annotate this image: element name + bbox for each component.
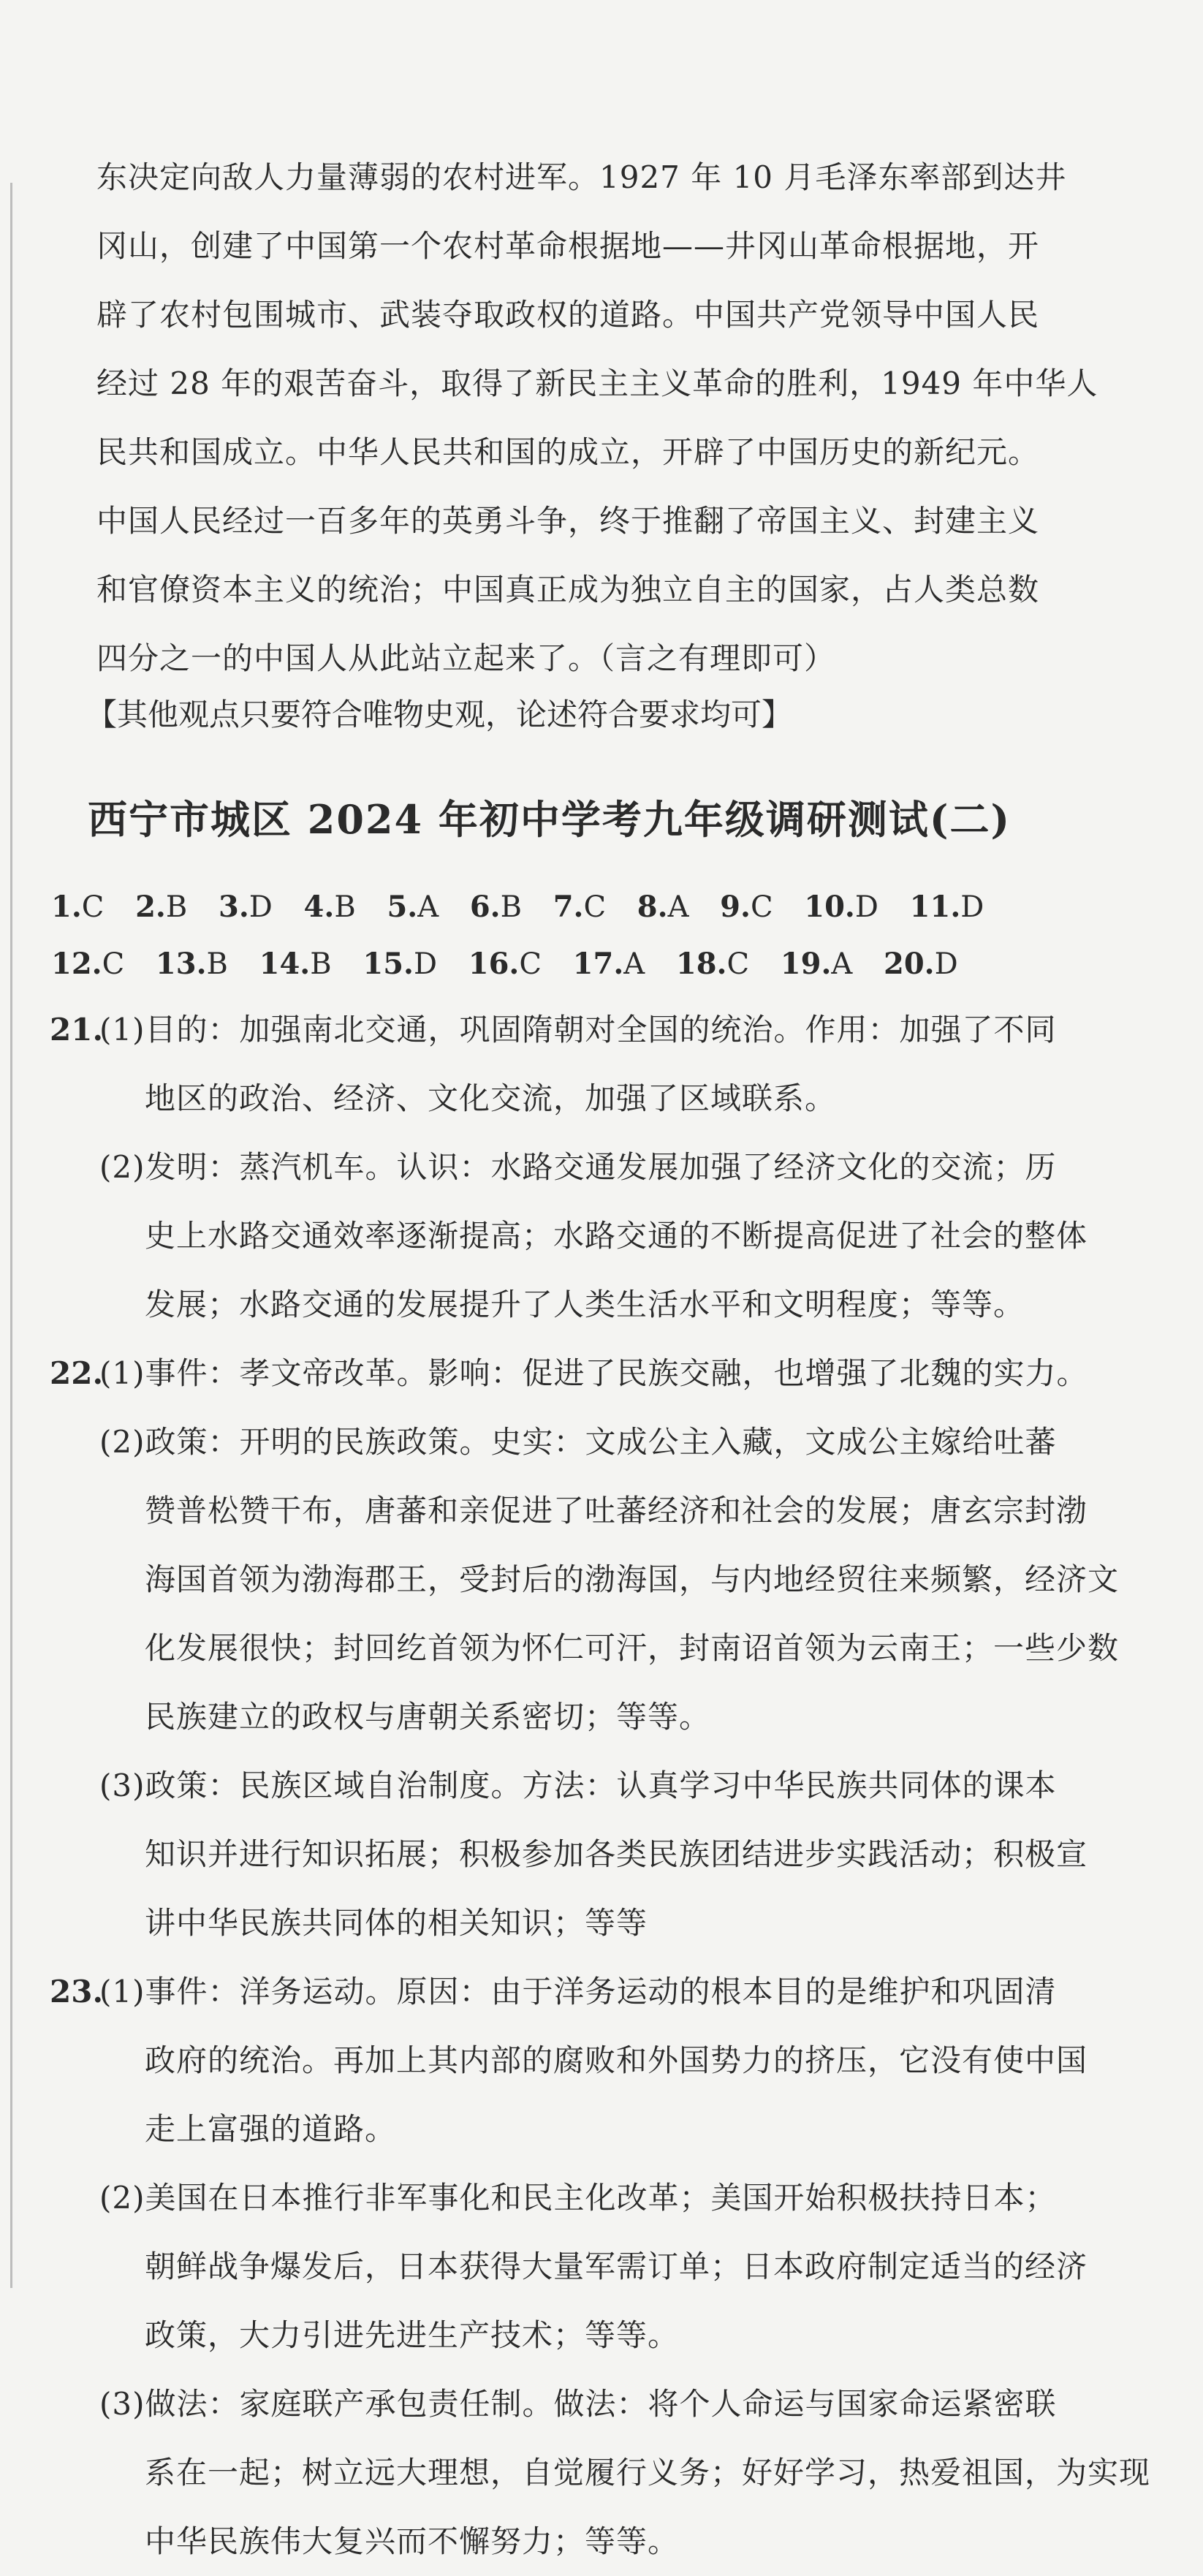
margin-rule: [10, 183, 12, 2288]
text-line: 中国人民经过一百多年的英勇斗争，终于推翻了帝国主义、封建主义: [96, 503, 1040, 539]
mc-answer: 19.A: [780, 947, 853, 981]
intro-paragraph: [96, 143, 1159, 693]
mc-answer: 12.C: [51, 947, 125, 981]
mc-answer: 13.B: [155, 947, 228, 981]
text-line: 讲中华民族共同体的相关知识；等等: [145, 1905, 648, 1941]
question-23: [48, 1958, 1159, 2576]
text-line: (3)政策：民族区域自治制度。方法：认真学习中华民族共同体的课本: [99, 1768, 1057, 1803]
text-line: 地区的政治、经济、文化交流，加强了区域联系。: [145, 1080, 837, 1116]
answer-part: [99, 2164, 1159, 2370]
mc-answer: 11.D: [909, 890, 984, 924]
text-line: (2)美国在日本推行非军事化和民主化改革；美国开始积极扶持日本；: [99, 2180, 1057, 2216]
text-line: 辟了农村包围城市、武装夺取政权的道路。中国共产党领导中国人民: [96, 297, 1040, 333]
text-line: 赞普松赞干布，唐蕃和亲促进了吐蕃经济和社会的发展；唐玄宗封渤: [145, 1493, 1088, 1528]
text-line: 系在一起；树立远大理想，自觉履行义务；好好学习，热爱祖国，为实现: [145, 2455, 1151, 2490]
text-line: 和官僚资本主义的统治；中国真正成为独立自主的国家，占人类总数: [96, 572, 1040, 607]
question-22: [48, 1339, 1159, 1958]
mc-answer: 8.A: [637, 890, 689, 924]
question-21: [48, 996, 1159, 1339]
answer-part: [99, 1408, 1159, 1751]
text-line: 政策，大力引进先进生产技术；等等。: [145, 2317, 680, 2353]
text-line: 史上水路交通效率逐渐提高；水路交通的不断提高促进了社会的整体: [145, 1218, 1088, 1254]
text-line: (3)做法：家庭联产承包责任制。做法：将个人命运与国家命运紧密联: [99, 2386, 1057, 2422]
text-line: 朝鲜战争爆发后，日本获得大量军需订单；日本政府制定适当的经济: [145, 2249, 1088, 2284]
text-line: 海国首领为渤海郡王，受封后的渤海国，与内地经贸往来频繁，经济文: [145, 1561, 1120, 1597]
question-number: 21.: [50, 1012, 104, 1048]
text-line: 冈山，创建了中国第一个农村革命根据地——井冈山革命根据地，开: [96, 228, 1040, 264]
question-number: 23.: [50, 1974, 104, 2009]
answer-part: [99, 1339, 1159, 1408]
mc-answer: 10.D: [804, 890, 878, 924]
section-title: 西宁市城区 2024 年初中学考九年级调研测试(二): [88, 796, 1011, 843]
mc-answer: 16.C: [468, 947, 542, 981]
text-line: 走上富强的道路。: [145, 2111, 397, 2147]
mc-answer: 15.D: [363, 947, 438, 981]
text-line: 政府的统治。再加上其内部的腐败和外国势力的挤压，它没有使中国: [145, 2042, 1088, 2078]
page-content: [48, 143, 1159, 2576]
question-body: [99, 1958, 1159, 2576]
text-line: 东决定向敌人力量薄弱的农村进军。1927 年 10 月毛泽东率部到达井: [96, 159, 1067, 195]
grading-note: 【其他观点只要符合唯物史观，论述符合要求均可】: [86, 697, 793, 732]
answer-part: [99, 996, 1159, 1133]
text-line: 民共和国成立。中华人民共和国的成立，开辟了中国历史的新纪元。: [96, 434, 1040, 470]
mc-answer: 6.B: [469, 890, 522, 924]
mc-answer: 5.A: [387, 890, 439, 924]
mc-answer: 18.C: [675, 947, 750, 981]
question-body: [99, 996, 1159, 1339]
text-line: 经过 28 年的艰苦奋斗，取得了新民主主义革命的胜利，1949 年中华人: [96, 365, 1098, 401]
mc-answer: 7.C: [553, 890, 607, 924]
text-line: (2)发明：蒸汽机车。认识：水路交通发展加强了经济文化的交流；历: [99, 1149, 1057, 1185]
question-number: 22.: [50, 1355, 104, 1391]
answer-row: [51, 936, 1159, 993]
text-line: (2)政策：开明的民族政策。史实：文成公主入藏，文成公主嫁给吐蕃: [99, 1424, 1057, 1460]
answer-part: [99, 1751, 1159, 1958]
answer-part: [99, 1133, 1159, 1339]
answer-part: [99, 1958, 1159, 2164]
text-line: 化发展很快；封回纥首领为怀仁可汗，封南诏首领为云南王；一些少数: [145, 1630, 1120, 1666]
mc-answer: 1.C: [51, 890, 105, 924]
text-line: (1)事件：孝文帝改革。影响：促进了民族交融，也增强了北魏的实力。: [99, 1355, 1088, 1391]
text-line: 知识并进行知识拓展；积极参加各类民族团结进步实践活动；积极宣: [145, 1836, 1088, 1872]
text-line: 四分之一的中国人从此站立起来了。（言之有理即可）: [96, 640, 836, 676]
answer-row: [51, 879, 1159, 936]
text-line: 发展；水路交通的发展提升了人类生活水平和文明程度；等等。: [145, 1287, 1025, 1322]
mc-answer: 3.D: [218, 890, 273, 924]
answer-part: [99, 2370, 1159, 2576]
text-line: 民族建立的政权与唐朝关系密切；等等。: [145, 1699, 711, 1735]
mc-answer: 2.B: [135, 890, 188, 924]
mc-answer: 14.B: [259, 947, 332, 981]
text-line: (1)目的：加强南北交通，巩固隋朝对全国的统治。作用：加强了不同: [99, 1012, 1057, 1048]
question-body: [99, 1339, 1159, 1958]
text-line: 中华民族伟大复兴而不懈努力；等等。: [145, 2523, 680, 2559]
mc-answer: 9.C: [720, 890, 773, 924]
mc-answer: 17.A: [572, 947, 645, 981]
text-line: (1)事件：洋务运动。原因：由于洋务运动的根本目的是维护和巩固清: [99, 1974, 1057, 2009]
mc-answer: 4.B: [303, 890, 356, 924]
mc-answer: 20.D: [884, 947, 958, 981]
